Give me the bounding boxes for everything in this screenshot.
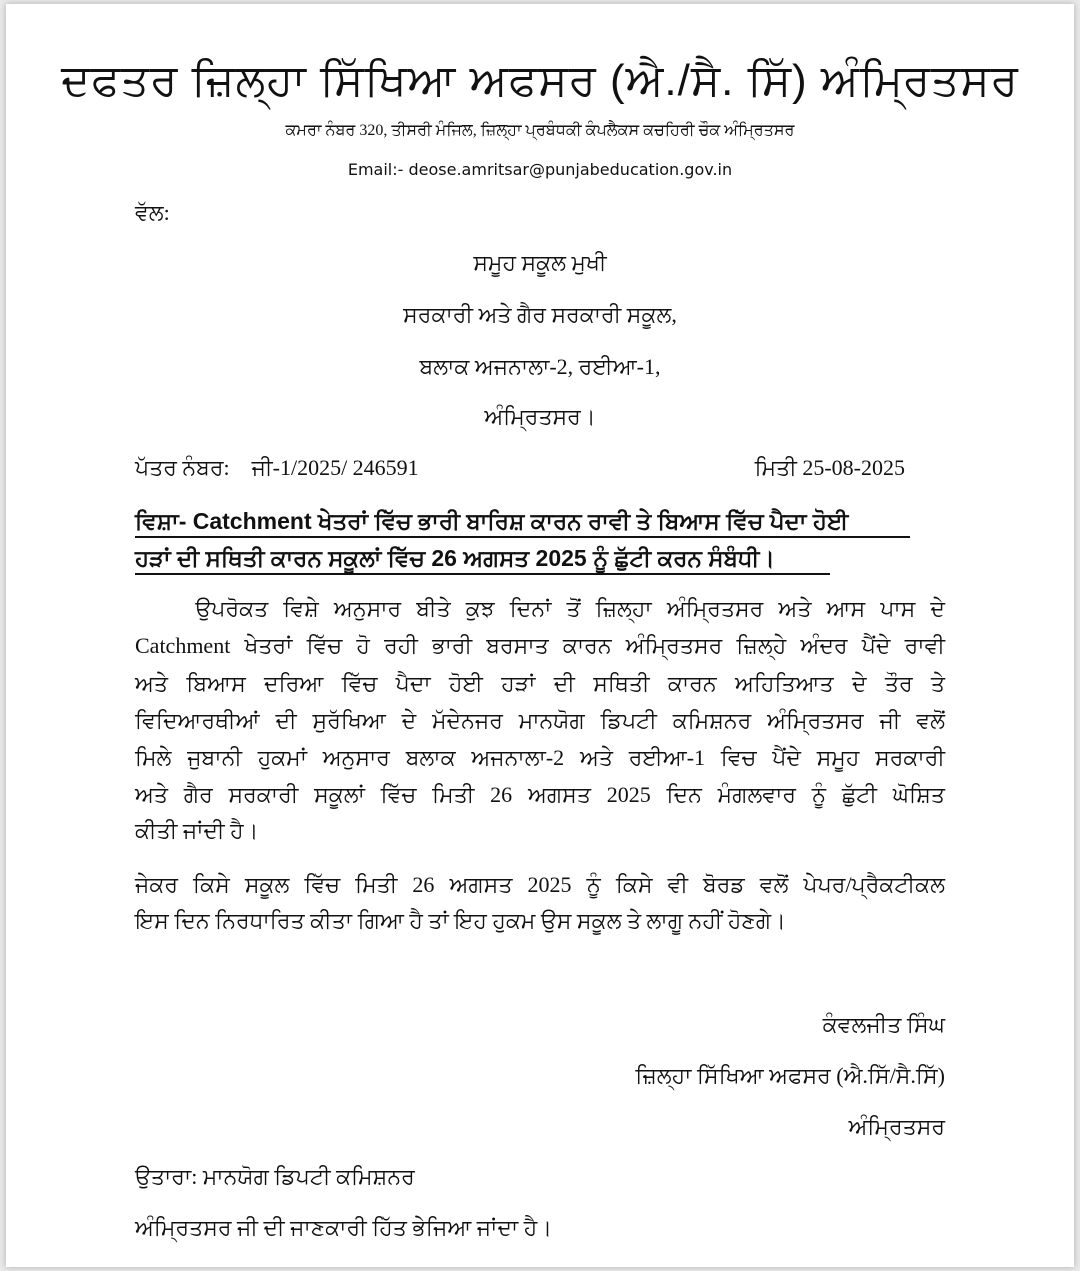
body-line: ਕੀਤੀ ਜਾਂਦੀ ਹੈ। (135, 818, 259, 843)
body-line: ਜੇਕਰ ਕਿਸੇ ਸਕੂਲ ਵਿੱਚ ਮਿਤੀ 26 ਅਗਸਤ 2025 ਨੂੰ ਕਿਸੇ ਵੀ ਬੋਰਡ ਵਲੋਂ ਪੇਪਰ/ਪ੍ਰੈਕਟੀਕਲ (135, 872, 945, 897)
copy-to-line: ਉਤਾਰਾ: ਮਾਨਯੋਗ ਡਿਪਟੀ ਕਮਿਸ਼ਨਰ (135, 1164, 415, 1189)
recipient-line: ਬਲਾਕ ਅਜਨਾਲਾ-2, ਰਈਆ-1, (419, 354, 661, 379)
recipient-line: ਸਮੂਹ ਸਕੂਲ ਮੁਖੀ (473, 250, 607, 275)
office-address: ਕਮਰਾ ਨੰਬਰ 320, ਤੀਸਰੀ ਮੰਜਿਲ, ਜ਼ਿਲ੍ਹਾ ਪ੍ਰਬੰਧਕੀ ਕੰਪਲੈਕਸ ਕਚਹਿਰੀ ਚੌਕ ਅੰਮ੍ਰਿਤਸਰ (285, 122, 795, 139)
body-line: ਅਤੇ ਗੈਰ ਸਰਕਾਰੀ ਸਕੂਲਾਂ ਵਿੱਚ ਮਿਤੀ 26 ਅਗਸਤ 2025 ਦਿਨ ਮੰਗਲਵਾਰ ਨੂੰ ਛੁੱਟੀ ਘੋਸ਼ਿਤ (135, 782, 945, 807)
recipient-line: ਅੰਮ੍ਰਿਤਸਰ। (484, 404, 596, 429)
recipient-line: ਸਰਕਾਰੀ ਅਤੇ ਗੈਰ ਸਰਕਾਰੀ ਸਕੂਲ, (403, 302, 677, 327)
signatory-designation: ਜ਼ਿਲ੍ਹਾ ਸਿੱਖਿਆ ਅਫਸਰ (ਐ.ਸਿੱ/ਸੈ.ਸਿੱ) (635, 1063, 945, 1088)
subject-line: ਹੜਾਂ ਦੀ ਸਥਿਤੀ ਕਾਰਨ ਸਕੂਲਾਂ ਵਿੱਚ 26 ਅਗਸਤ 2025 ਨੂੰ ਛੁੱਟੀ ਕਰਨ ਸੰਬੰਧੀ। (135, 543, 830, 575)
body-line: ਅਤੇ ਬਿਆਸ ਦਰਿਆ ਵਿੱਚ ਪੈਦਾ ਹੋਈ ਹੜਾਂ ਦੀ ਸਥਿਤੀ ਕਾਰਨ ਅਹਿਤਿਆਤ ਦੇ ਤੌਰ ਤੇ (135, 671, 945, 696)
office-title: ਦਫਤਰ ਜ਼ਿਲ੍ਹਾ ਸਿੱਖਿਆ ਅਫਸਰ (ਐ./ਸੈ. ਸਿੱ) ਅੰਮ੍ਰਿਤਸਰ (61, 56, 1019, 105)
signatory-name: ਕੰਵਲਜੀਤ ਸਿੰਘ (822, 1012, 945, 1037)
body-line: ਉਪਰੋਕਤ ਵਿਸ਼ੇ ਅਨੁਸਾਰ ਬੀਤੇ ਕੁਝ ਦਿਨਾਂ ਤੋਂ ਜ਼ਿਲ੍ਹਾ ਅੰਮ੍ਰਿਤਸਰ ਅਤੇ ਆਸ ਪਾਸ ਦੇ (135, 596, 945, 621)
body-line: Catchment ਖੇਤਰਾਂ ਵਿੱਚ ਹੋ ਰਹੀ ਭਾਰੀ ਬਰਸਾਤ ਕਾਰਨ ਅੰਮ੍ਰਿਤਸਰ ਜ਼ਿਲ੍ਹੇ ਅੰਦਰ ਪੈਂਦੇ ਰਾਵੀ (135, 633, 945, 658)
body-line: ਮਿਲੇ ਜੁਬਾਨੀ ਹੁਕਮਾਂ ਅਨੁਸਾਰ ਬਲਾਕ ਅਜਨਾਲਾ-2 ਅਤੇ ਰਈਆ-1 ਵਿਚ ਪੈਂਦੇ ਸਮੂਹ ਸਰਕਾਰੀ (135, 745, 945, 770)
letter-number: ਪੱਤਰ ਨੰਬਰ: ਜੀ-1/2025/ 246591 (135, 455, 419, 480)
office-email: Email:- deose.amritsar@punjabeducation.gov.in (347, 160, 733, 179)
subject-line: ਵਿਸ਼ਾ- Catchment ਖੇਤਰਾਂ ਵਿੱਚ ਭਾਰੀ ਬਾਰਿਸ਼ ਕਾਰਨ ਰਾਵੀ ਤੇ ਬਿਆਸ ਵਿੱਚ ਪੈਦਾ ਹੋਈ (135, 506, 910, 538)
signatory-place: ਅੰਮ੍ਰਿਤਸਰ (848, 1114, 945, 1139)
letter-date: ਮਿਤੀ 25-08-2025 (754, 455, 905, 480)
to-label: ਵੱਲ: (135, 200, 170, 225)
body-line: ਵਿਦਿਆਰਥੀਆਂ ਦੀ ਸੁਰੱਖਿਆ ਦੇ ਮੱਦੇਨਜਰ ਮਾਨਯੋਗ ਡਿਪਟੀ ਕਮਿਸ਼ਨਰ ਅੰਮ੍ਰਿਤਸਰ ਜੀ ਵਲੋਂ (135, 708, 945, 733)
copy-to-line: ਅੰਮ੍ਰਿਤਸਰ ਜੀ ਦੀ ਜਾਣਕਾਰੀ ਹਿੱਤ ਭੇਜਿਆ ਜਾਂਦਾ ਹੈ। (135, 1215, 553, 1240)
body-line: ਇਸ ਦਿਨ ਨਿਰਧਾਰਿਤ ਕੀਤਾ ਗਿਆ ਹੈ ਤਾਂ ਇਹ ਹੁਕਮ ਉਸ ਸਕੂਲ ਤੇ ਲਾਗੂ ਨਹੀਂ ਹੋਣਗੇ। (135, 908, 786, 933)
